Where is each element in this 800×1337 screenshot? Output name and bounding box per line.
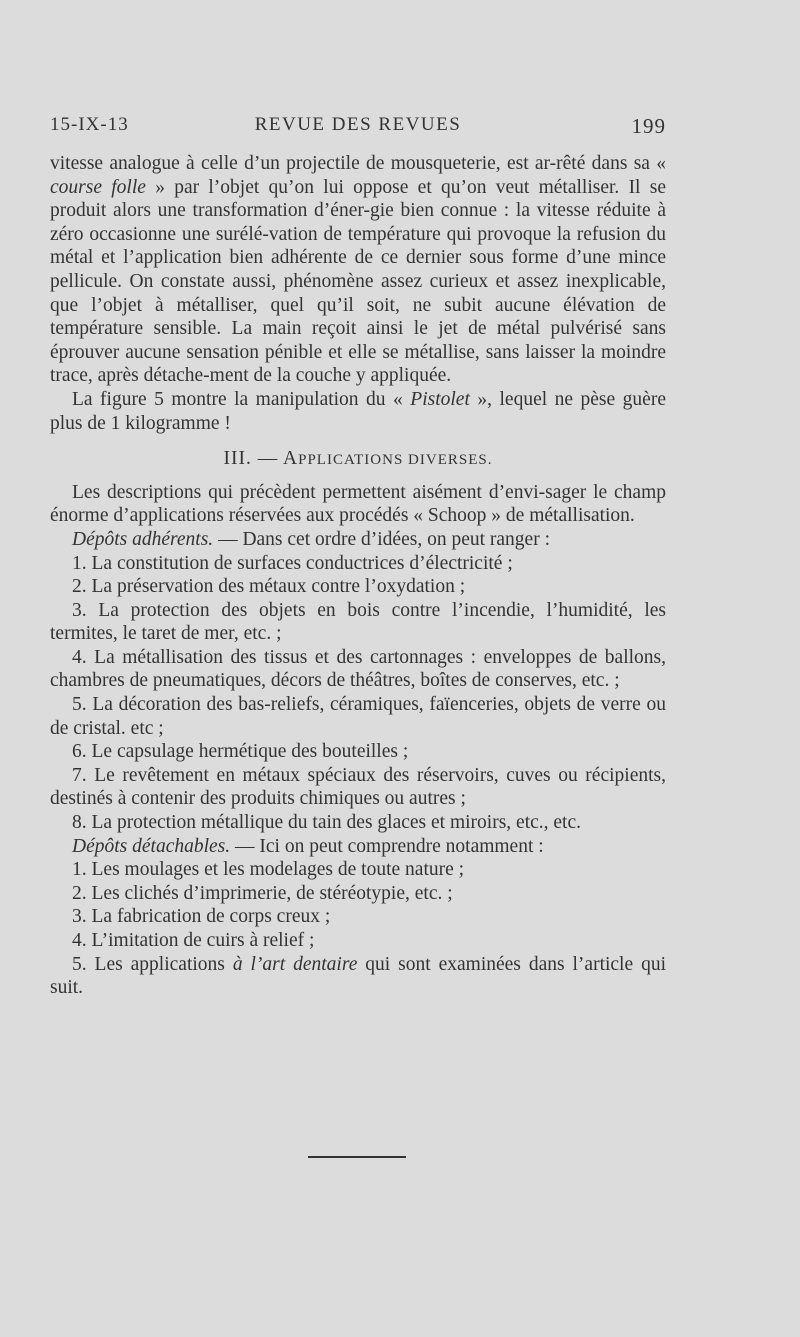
list-item: 1. La constitution de surfaces conductrices d’électricité ;	[72, 552, 513, 574]
paragraph: vitesse analogue à celle d’un projectile de mousqueterie, est ar-rêté dans sa « course folle » par l’objet qu’on lui oppose et qu’on veut métalliser. Il se produit alors une transformation d’éner-gie bien connue : la vitesse réduite à zéro occasionne une surélé-vation de température qui provoque la refusion du métal et l’application bien adhérente de ce dernier sous forme d’une mince pellicule. On constate aussi, phénomène assez curieux et assez inexplicable, que l’objet à métalliser, quel qu’il soit, ne subit aucune élévation de température sensible. La main reçoit ainsi le jet de métal pulvérisé sans éprouver aucune sensation pénible et elle se métallise, sans laisser la moindre trace, après détache-ment de la couche y appliquée.	[50, 153, 666, 387]
section-heading: III. — APPLICATIONS DIVERSES.	[223, 448, 493, 470]
page-number: 199	[631, 114, 666, 138]
list-item: 5. La décoration des bas-reliefs, céramiques, faïenceries, objets de verre ou de cristal. etc ;	[50, 694, 666, 739]
issue-date: 15-IX-13	[50, 114, 129, 135]
list-item: 4. L’imitation de cuirs à relief ;	[72, 930, 315, 951]
list-item: 3. La fabrication de corps creux ;	[72, 906, 331, 928]
list-item: 1. Les moulages et les modelages de toute nature ;	[72, 859, 465, 881]
list-item: 3. La protection des objets en bois contre l’incendie, l’humidité, les termites, le taret de mer, etc. ;	[50, 599, 666, 645]
list-item: 7. Le revêtement en métaux spéciaux des réservoirs, cuves ou récipients, destinés à contenir des produits chimiques ou autres ;	[50, 764, 666, 810]
list-item: 2. La préservation des métaux contre l’oxydation ;	[72, 576, 466, 598]
article-body	[50, 152, 666, 1000]
subsection-lead: Dépôts détachables. — Ici on peut comprendre notamment :	[72, 835, 544, 857]
end-rule	[308, 1156, 406, 1158]
list-item: 4. La métallisation des tissus et des cartonnages : enveloppes de ballons, chambres de pneumatiques, décors de théâtres, boîtes de conserves, etc. ;	[50, 646, 666, 692]
list-item: 6. Le capsulage hermétique des bouteilles ;	[72, 741, 409, 763]
journal-title: REVUE DES REVUES	[254, 114, 462, 135]
list-item: 2. Les clichés d’imprimerie, de stéréotypie, etc. ;	[72, 882, 453, 904]
paragraph: La figure 5 montre la manipulation du « Pistolet », lequel ne pèse guère plus de 1 kilogramme !	[50, 388, 666, 434]
list-item: 5. Les applications à l’art dentaire qui sont examinées dans l’article qui suit.	[50, 953, 666, 999]
subsection-lead: Dépôts adhérents. — Dans cet ordre d’idées, on peut ranger :	[72, 528, 550, 550]
list-item: 8. La protection métallique du tain des glaces et miroirs, etc., etc.	[72, 812, 581, 834]
running-head	[50, 114, 666, 144]
paragraph: Les descriptions qui précèdent permettent aisément d’envi-sager le champ énorme d’applications réservées aux procédés « Schoop » de métallisation.	[50, 481, 666, 527]
